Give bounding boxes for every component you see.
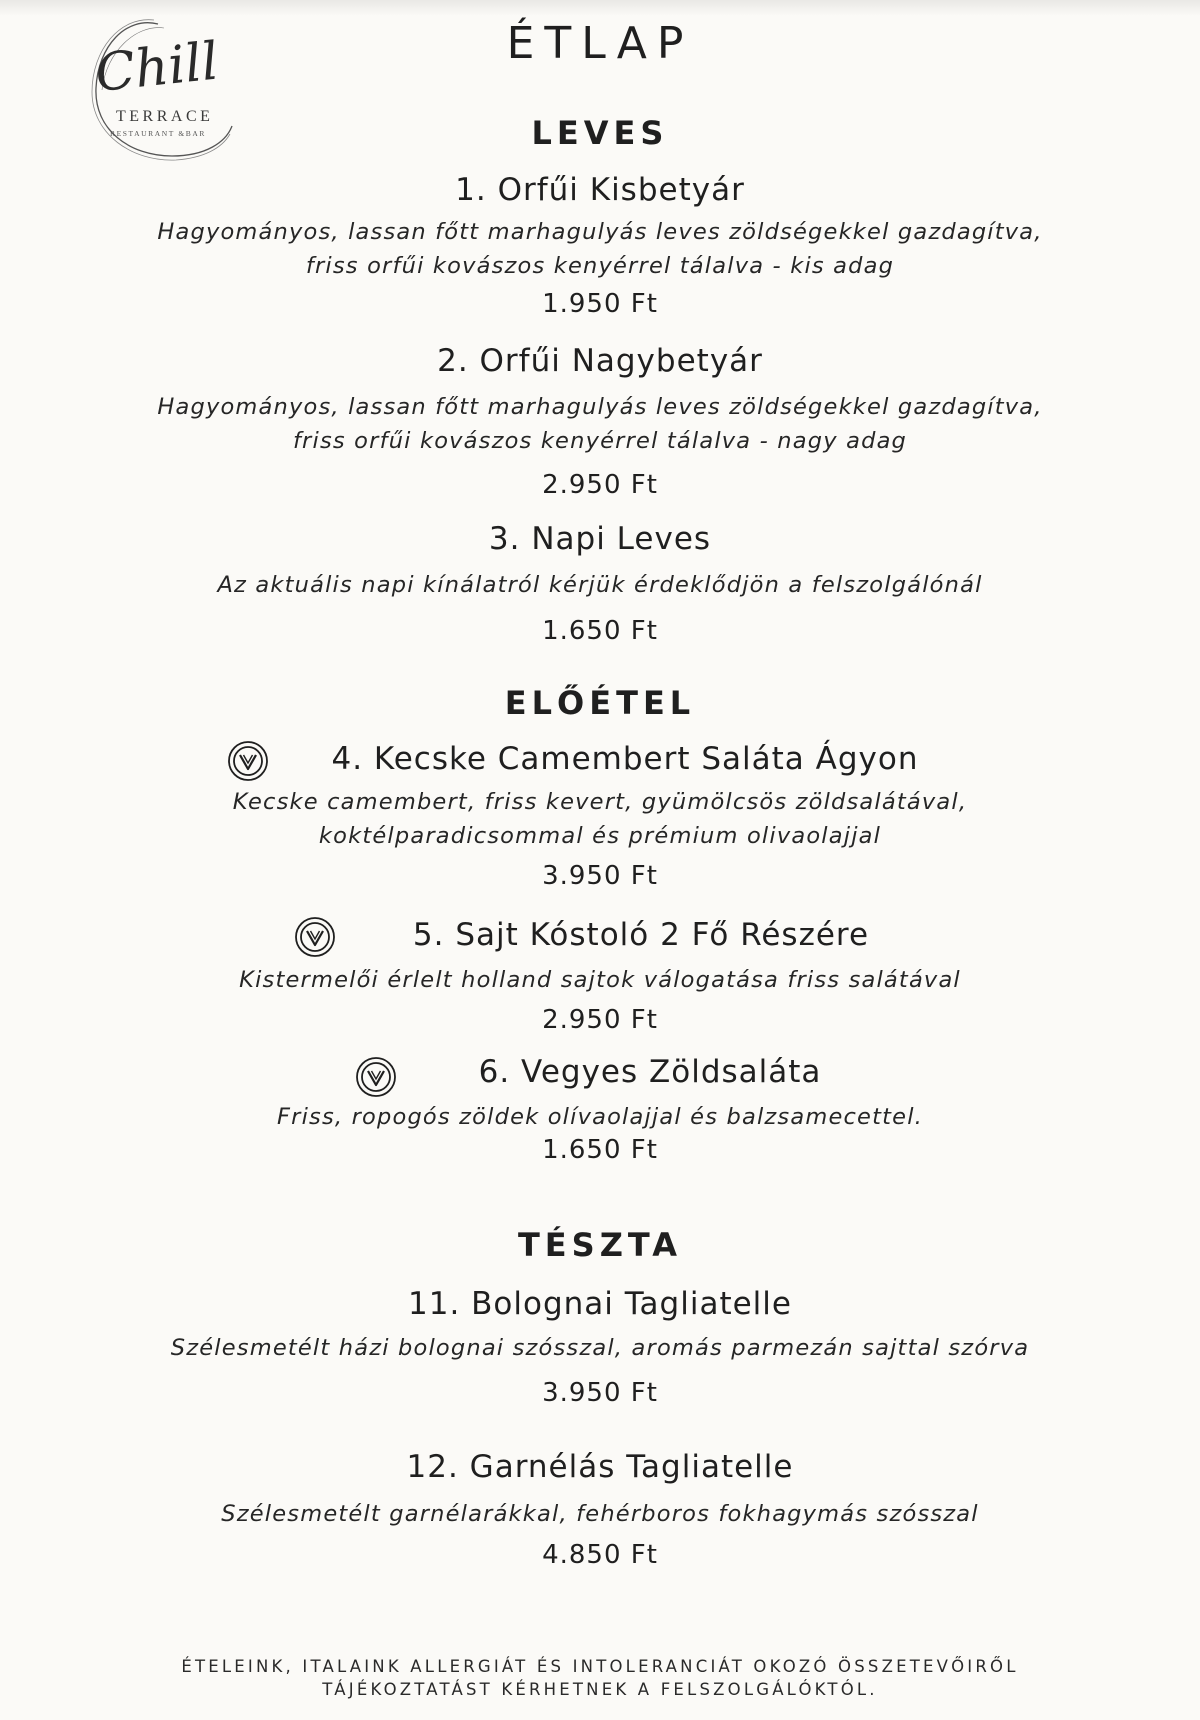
- item-price: 3.950 Ft: [542, 861, 658, 891]
- item-name: 2. Orfűi Nagybetyár: [437, 343, 763, 379]
- logo-name: TERRACE: [116, 108, 214, 125]
- section-heading-leves: LEVES: [531, 114, 669, 152]
- logo-tagline: RESTAURANT &BAR: [110, 129, 206, 138]
- item-name: 5. Sajt Kóstoló 2 Fő Részére: [412, 917, 870, 953]
- item-description: Hagyományos, lassan főtt marhagulyás leves zöldségekkel gazdagítva,: [157, 219, 1043, 245]
- item-name: 1. Orfűi Kisbetyár: [455, 172, 745, 208]
- section-heading-eloetel: ELŐÉTEL: [504, 684, 696, 722]
- menu-title: ÉTLAP: [506, 18, 694, 69]
- item-name: 4. Kecske Camembert Saláta Ágyon: [331, 741, 919, 777]
- allergen-notice: TÁJÉKOZTATÁST KÉRHETNEK A FELSZOLGÁLÓKTÓL.: [322, 1680, 878, 1699]
- item-description: Hagyományos, lassan főtt marhagulyás leves zöldségekkel gazdagítva,: [157, 394, 1043, 420]
- item-description: Friss, ropogós zöldek olívaolajjal és balzsamecettel.: [276, 1104, 923, 1130]
- item-price: 2.950 Ft: [542, 470, 658, 500]
- item-name: 6. Vegyes Zöldsaláta: [478, 1054, 822, 1090]
- logo-script: Chill: [92, 31, 222, 105]
- item-name: 11. Bolognai Tagliatelle: [408, 1286, 792, 1322]
- item-description: friss orfűi kovászos kenyérrel tálalva - kis adag: [305, 253, 895, 279]
- item-description: koktélparadicsommal és prémium olivaolajjal: [318, 823, 882, 849]
- allergen-notice: ÉTELEINK, ITALAINK ALLERGIÁT ÉS INTOLERANCIÁT OKOZÓ ÖSSZETEVŐIRŐL: [181, 1657, 1019, 1676]
- item-name: 3. Napi Leves: [488, 521, 712, 557]
- item-description: Az aktuális napi kínálatról kérjük érdeklődjön a felszolgálónál: [217, 572, 983, 598]
- item-price: 3.950 Ft: [542, 1378, 658, 1408]
- item-description: Szélesmetélt garnélarákkal, fehérboros fokhagymás szósszal: [221, 1501, 979, 1527]
- item-price: 1.950 Ft: [542, 289, 658, 319]
- section-heading-teszta: TÉSZTA: [517, 1226, 683, 1264]
- item-description: friss orfűi kovászos kenyérrel tálalva - nagy adag: [292, 428, 908, 454]
- item-description: Szélesmetélt házi bolognai szósszal, aromás parmezán sajttal szórva: [170, 1335, 1030, 1361]
- item-price: 2.950 Ft: [542, 1005, 658, 1035]
- item-price: 4.850 Ft: [542, 1540, 658, 1570]
- item-name: 12. Garnélás Tagliatelle: [406, 1449, 794, 1485]
- item-price: 1.650 Ft: [542, 1135, 658, 1165]
- item-description: Kistermelői érlelt holland sajtok válogatása friss salátával: [239, 967, 961, 993]
- item-price: 1.650 Ft: [542, 616, 658, 646]
- item-description: Kecske camembert, friss kevert, gyümölcsös zöldsalátával,: [232, 789, 968, 815]
